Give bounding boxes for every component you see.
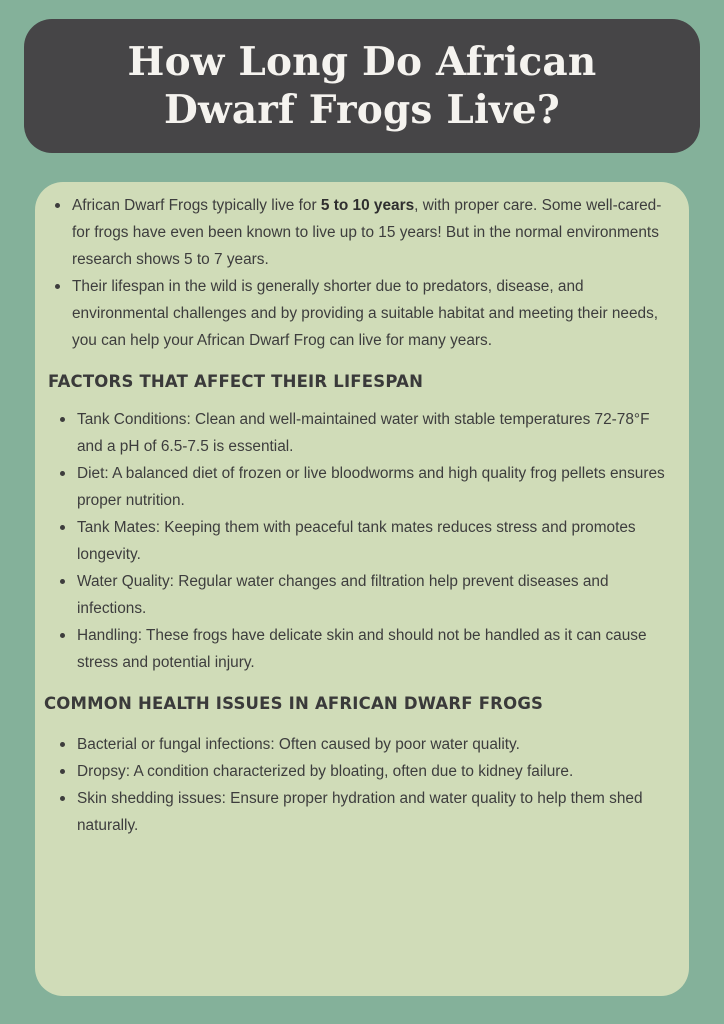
page-title-line-2: Dwarf Frogs Live? (164, 87, 560, 133)
health-item-dropsy: Dropsy: A condition characterized by bloating, often due to kidney failure. (77, 758, 675, 785)
intro-item-lifespan-text-end: , with proper care. Some well-cared-for frogs have even been known to live up to 15 years! But in the normal environments research shows 5 to 7 years. (72, 197, 662, 268)
health-item-infections: Bacterial or fungal infections: Often caused by poor water quality. (77, 731, 675, 758)
health-issues-list (77, 731, 675, 839)
factors-list (77, 406, 675, 676)
factor-item-handling: Handling: These frogs have delicate skin and should not be handled as it can cause stress and potential injury. (77, 622, 675, 676)
health-issues-heading: COMMON HEALTH ISSUES IN AFRICAN DWARF FROGS (44, 694, 544, 713)
intro-item-wild: Their lifespan in the wild is generally shorter due to predators, disease, and environmental challenges and by providing a suitable habitat and meeting their needs, you can help your African Dwarf Frog can live for many years. (72, 273, 670, 354)
intro-item-lifespan-text-start: African Dwarf Frogs typically live for (72, 197, 321, 214)
factor-item-tank-conditions: Tank Conditions: Clean and well-maintained water with stable temperatures 72-78°F and a pH of 6.5-7.5 is essential. (77, 406, 675, 460)
intro-item-lifespan (72, 192, 670, 273)
factor-item-tank-mates: Tank Mates: Keeping them with peaceful tank mates reduces stress and promotes longevity. (77, 514, 675, 568)
factor-item-water-quality: Water Quality: Regular water changes and filtration help prevent diseases and infections. (77, 568, 675, 622)
factor-item-diet: Diet: A balanced diet of frozen or live bloodworms and high quality frog pellets ensures proper nutrition. (77, 460, 675, 514)
intro-list (72, 192, 670, 354)
factors-heading: FACTORS THAT AFFECT THEIR LIFESPAN (48, 372, 424, 391)
content-card (35, 182, 689, 996)
page-title-line-1: How Long Do African (127, 39, 597, 85)
page-title (128, 38, 597, 134)
health-item-skin-shedding: Skin shedding issues: Ensure proper hydration and water quality to help them shed naturally. (77, 785, 675, 839)
lifespan-highlight: 5 to 10 years (320, 197, 415, 214)
title-banner (24, 19, 700, 153)
